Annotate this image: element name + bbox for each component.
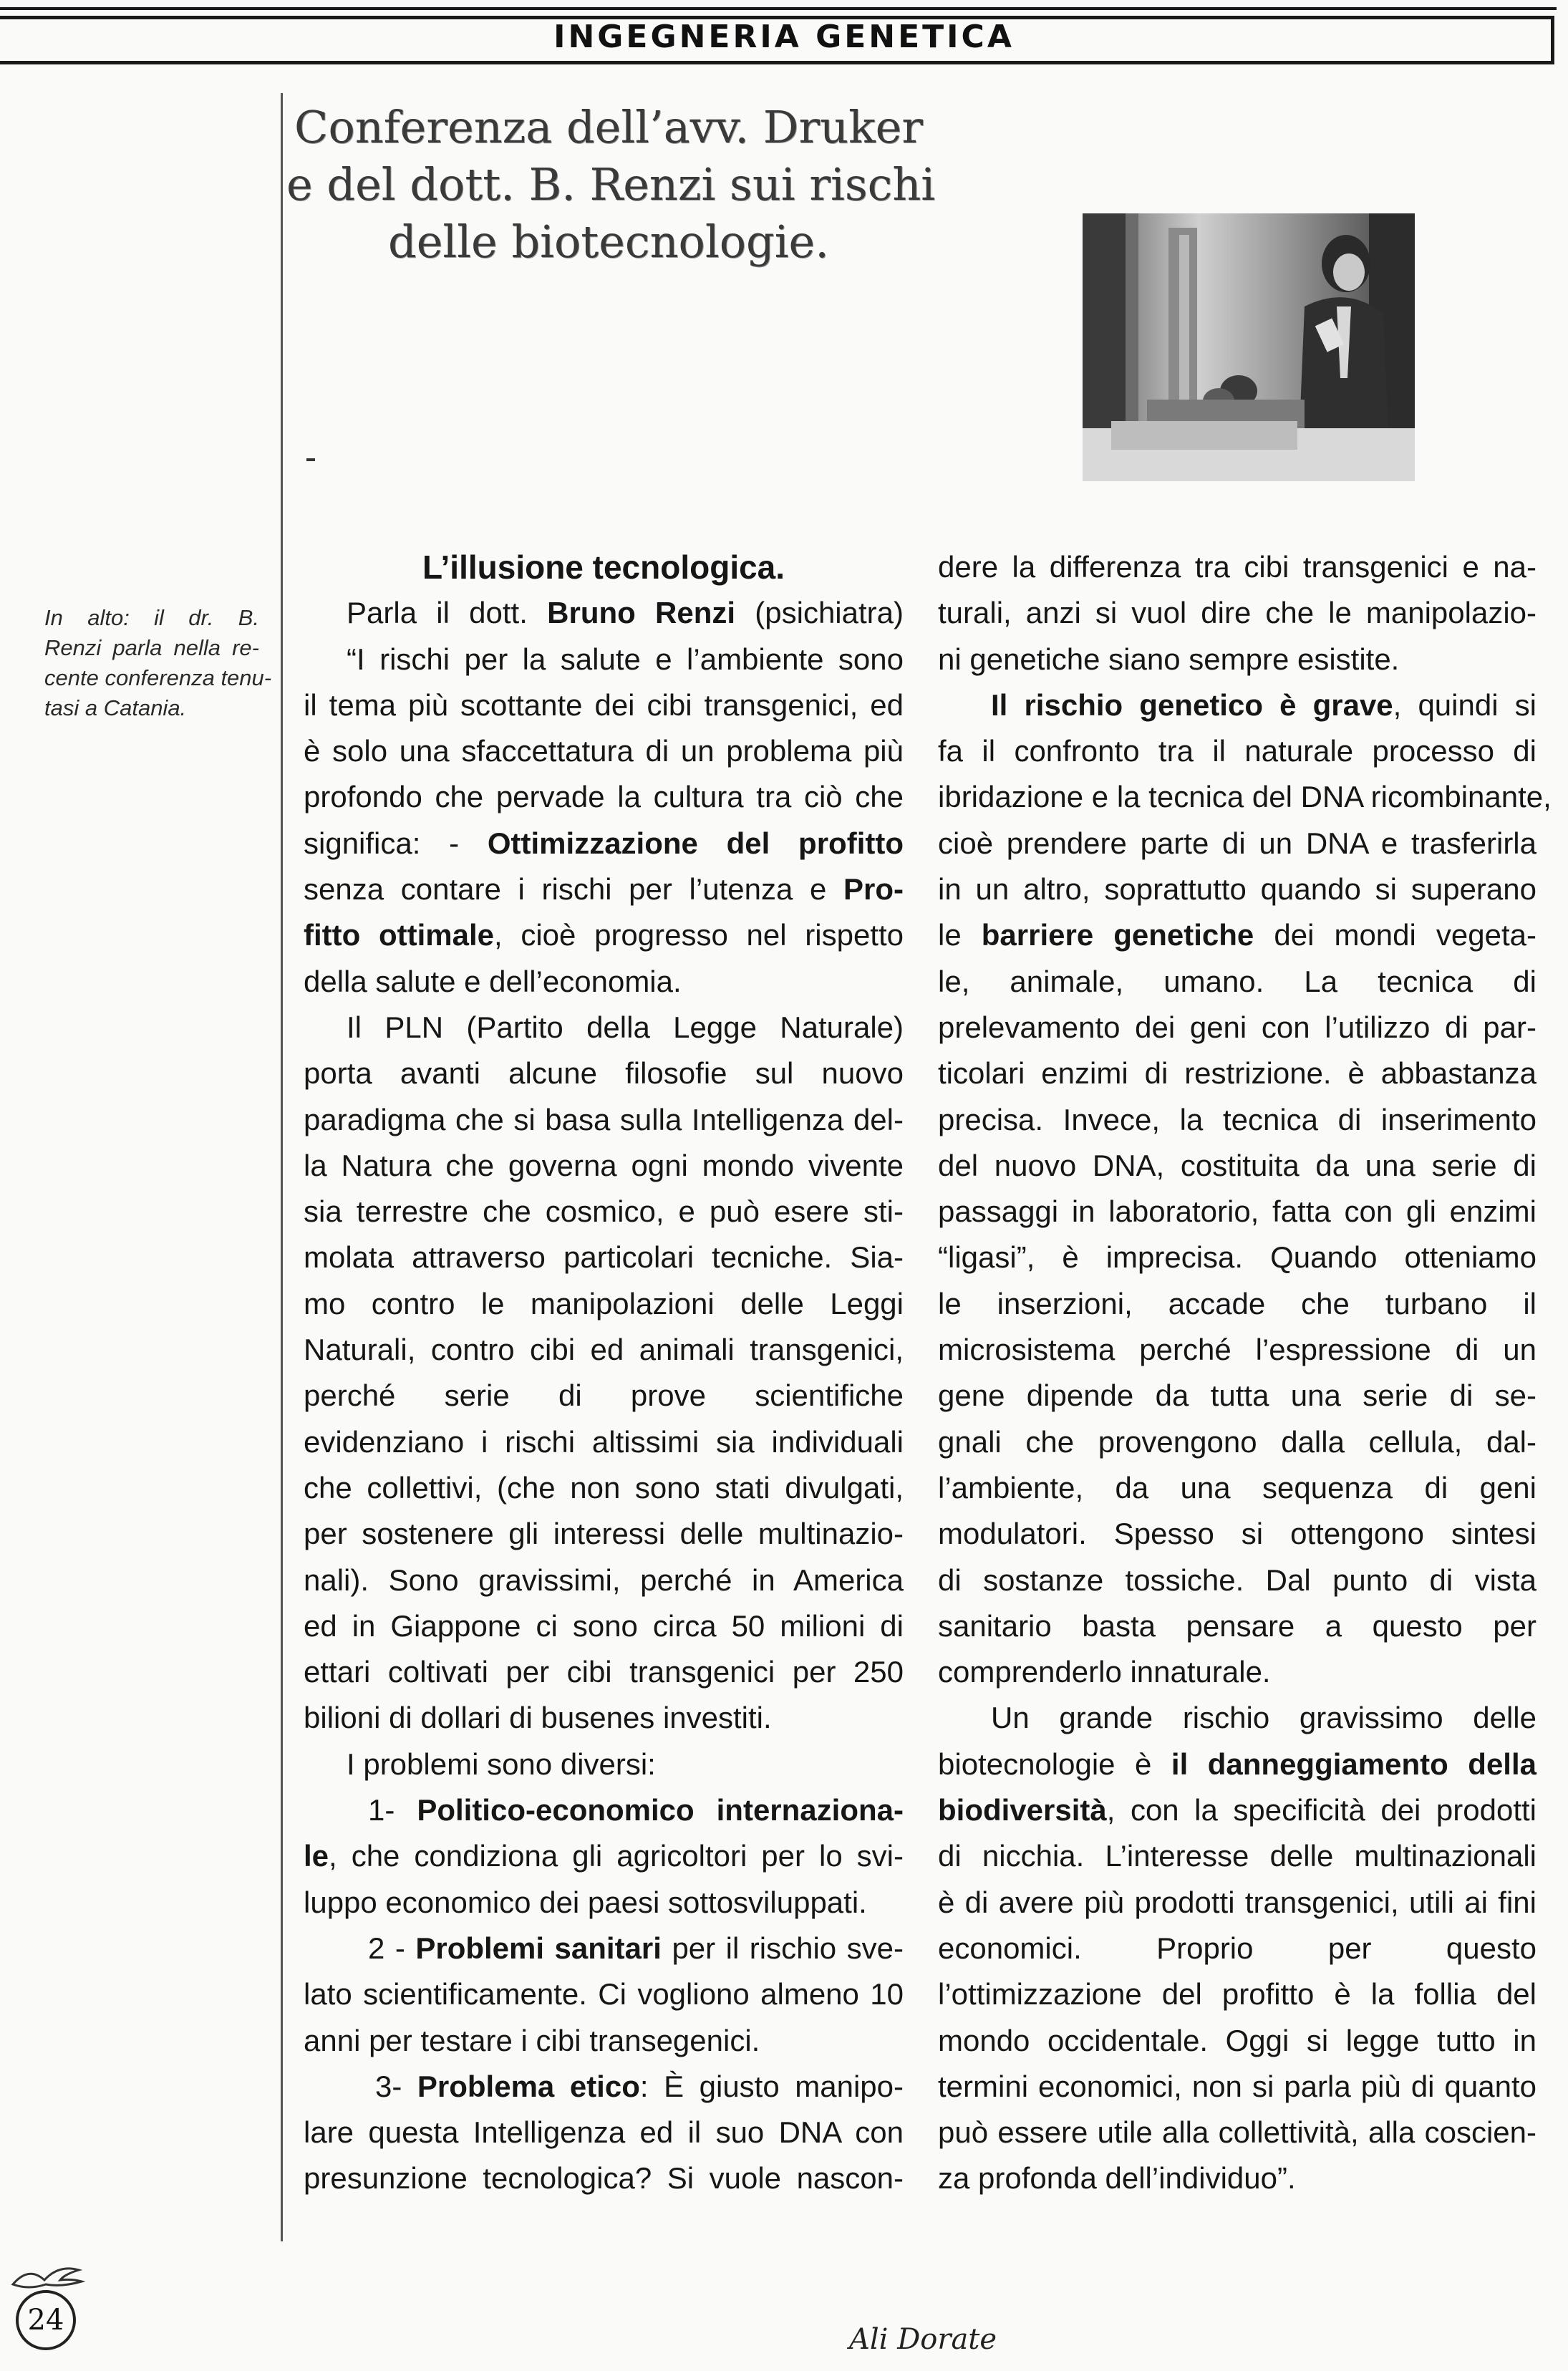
text-line: per sostenere gli interessi delle multinazio- bbox=[304, 1517, 904, 1551]
column-divider bbox=[281, 93, 283, 2241]
caption-line: cente conferenza tenu- bbox=[44, 665, 272, 690]
text-line: le, animale, umano. La tecnica di bbox=[938, 964, 1536, 998]
magazine-brand: Ali Dorate bbox=[849, 2323, 997, 2356]
header-rule bbox=[0, 7, 1557, 10]
text-line: ettari coltivati per cibi transgenici per 250 bbox=[304, 1655, 904, 1689]
text-line: il tema più scottante dei cibi transgenici, ed bbox=[304, 687, 904, 722]
text-line: modulatori. Spesso si ottengono sintesi bbox=[938, 1517, 1536, 1551]
text-line: sanitario basta pensare a questo per bbox=[938, 1608, 1536, 1643]
text-line: microsistema perché l’espressione di un bbox=[938, 1333, 1536, 1367]
text-line: “I rischi per la salute e l’ambiente sono bbox=[347, 642, 904, 676]
text-line: economici. Proprio per questo bbox=[938, 1931, 1536, 1965]
text-line: mo contro le manipolazioni delle Leggi bbox=[304, 1286, 904, 1320]
column-heading: L’illusione tecnologica. bbox=[422, 549, 785, 586]
text-line: paradigma che si basa sulla Intelligenza del- bbox=[304, 1102, 904, 1136]
text-line: è solo una sfaccettatura di un problema più bbox=[304, 734, 904, 768]
text-line: turali, anzi si vuol dire che le manipolazio- bbox=[938, 596, 1536, 630]
title-line: Conferenza dell’avv. Druker bbox=[294, 101, 923, 153]
text-line: presunzione tecnologica? Si vuole nascon- bbox=[304, 2161, 904, 2196]
text-line: biotecnologie è il danneggiamento della bbox=[938, 1747, 1536, 1781]
text-line: comprenderlo innaturale. bbox=[938, 1655, 1271, 1689]
text-line: che collettivi, (che non sono stati divulgati, bbox=[304, 1470, 904, 1505]
article-column-1 bbox=[304, 544, 904, 2202]
text-line: Il PLN (Partito della Legge Naturale) bbox=[347, 1010, 904, 1044]
text-line: fitto ottimale, cioè progresso nel rispetto bbox=[304, 918, 904, 952]
text-line: luppo economico dei paesi sottosviluppati. bbox=[304, 1885, 867, 1919]
text-line: Parla il dott. Bruno Renzi (psichiatra) bbox=[347, 596, 904, 630]
text-line: evidenziano i rischi altissimi sia individuali bbox=[304, 1424, 904, 1459]
article-title bbox=[286, 99, 936, 271]
text-line: “ligasi”, è imprecisa. Quando otteniamo bbox=[938, 1240, 1536, 1275]
text-line: del nuovo DNA, costituita da una serie di bbox=[938, 1148, 1536, 1182]
text-line: Il rischio genetico è grave, quindi si bbox=[991, 687, 1536, 722]
text-line: 1- Politico-economico internaziona- bbox=[368, 1793, 904, 1827]
text-line: gene dipende da tutta una serie di se- bbox=[938, 1378, 1536, 1413]
photo-caption bbox=[44, 603, 272, 723]
text-line: l’ottimizzazione del profitto è la follia del bbox=[938, 1977, 1536, 2012]
section-title: INGEGNERIA GENETICA bbox=[553, 19, 1015, 55]
text-line: può essere utile alla collettività, alla coscien- bbox=[938, 2115, 1536, 2150]
text-line: prelevamento dei geni con l’utilizzo di par- bbox=[938, 1010, 1536, 1044]
stray-mark bbox=[306, 458, 315, 461]
text-line: Naturali, contro cibi ed animali transgenici, bbox=[304, 1333, 904, 1367]
article-column-2 bbox=[938, 544, 1552, 2202]
text-line: mondo occidentale. Oggi si legge tutto in bbox=[938, 2023, 1536, 2057]
text-line: sia terrestre che cosmico, e può esere sti- bbox=[304, 1194, 904, 1229]
text-line: za profonda dell’individuo”. bbox=[938, 2161, 1296, 2196]
conference-speaker-photo bbox=[1083, 213, 1415, 481]
text-line: senza contare i rischi per l’utenza e Pro- bbox=[304, 872, 904, 907]
text-line: 2 - Problemi sanitari per il rischio sve- bbox=[368, 1931, 904, 1965]
text-line: passaggi in laboratorio, fatta con gli enzimi bbox=[938, 1194, 1536, 1229]
text-line: biodiversità, con la specificità dei prodotti bbox=[938, 1793, 1536, 1827]
text-line: lare questa Intelligenza ed il suo DNA con bbox=[304, 2115, 904, 2150]
text-line: l’ambiente, da una sequenza di geni bbox=[938, 1470, 1536, 1505]
text-line: in un altro, soprattutto quando si superano bbox=[938, 872, 1536, 907]
text-line: lato scientificamente. Ci vogliono almeno 10 bbox=[304, 1977, 904, 2012]
text-line: ticolari enzimi di restrizione. è abbastanza bbox=[938, 1056, 1536, 1091]
page-number: 24 bbox=[16, 2290, 76, 2350]
text-line: fa il confronto tra il naturale processo di bbox=[938, 734, 1536, 768]
text-line: perché serie di prove scientifiche bbox=[304, 1378, 904, 1413]
title-line: delle biotecnologie. bbox=[388, 216, 829, 268]
title-line: e del dott. B. Renzi sui rischi bbox=[286, 158, 936, 211]
text-line: bilioni di dollari di busenes investiti. bbox=[304, 1701, 772, 1735]
text-line: ibridazione e la tecnica del DNA ricombinante, bbox=[938, 780, 1552, 814]
text-line: di sostanze tossiche. Dal punto di vista bbox=[938, 1563, 1536, 1597]
text-line: significa: - Ottimizzazione del profitto bbox=[304, 826, 904, 860]
text-line: Un grande rischio gravissimo delle bbox=[991, 1701, 1536, 1735]
text-line: le, che condiziona gli agricoltori per lo svi- bbox=[304, 1839, 904, 1873]
text-line: le barriere genetiche dei mondi vegeta- bbox=[938, 918, 1536, 952]
photo-image bbox=[1083, 213, 1415, 481]
text-line: precisa. Invece, la tecnica di inserimento bbox=[938, 1102, 1536, 1136]
text-line: ed in Giappone ci sono circa 50 milioni di bbox=[304, 1608, 904, 1643]
text-line: 3- Problema etico: È giusto manipo- bbox=[375, 2069, 904, 2103]
text-line: della salute e dell’economia. bbox=[304, 964, 682, 998]
text-line: porta avanti alcune filosofie sul nuovo bbox=[304, 1056, 904, 1091]
text-line: molata attraverso particolari tecniche. Sia- bbox=[304, 1240, 904, 1275]
text-line: gnali che provengono dalla cellula, dal- bbox=[938, 1424, 1536, 1459]
text-line: anni per testare i cibi transegenici. bbox=[304, 2023, 760, 2057]
text-line: termini economici, non si parla più di quanto bbox=[938, 2069, 1536, 2103]
text-line: è di avere più prodotti transgenici, utili ai fini bbox=[938, 1885, 1536, 1919]
text-line: profondo che pervade la cultura tra ciò che bbox=[304, 780, 904, 814]
caption-line: tasi a Catania. bbox=[44, 695, 187, 720]
caption-line: Renzi parla nella re- bbox=[44, 635, 259, 660]
caption-line: In alto: il dr. B. bbox=[44, 605, 259, 630]
text-line: dere la differenza tra cibi transgenici e na- bbox=[938, 550, 1536, 584]
text-line: le inserzioni, accade che turbano il bbox=[938, 1286, 1536, 1320]
text-line: la Natura che governa ogni mondo vivente bbox=[304, 1148, 904, 1182]
text-line: ni genetiche siano sempre esistite. bbox=[938, 642, 1400, 676]
wings-ornament-icon bbox=[7, 2259, 86, 2290]
text-line: di nicchia. L’interesse delle multinazionali bbox=[938, 1839, 1536, 1873]
text-line: nali). Sono gravissimi, perché in America bbox=[304, 1563, 904, 1597]
text-line: cioè prendere parte di un DNA e trasferirla bbox=[938, 826, 1536, 860]
text-line: I problemi sono diversi: bbox=[347, 1747, 656, 1781]
